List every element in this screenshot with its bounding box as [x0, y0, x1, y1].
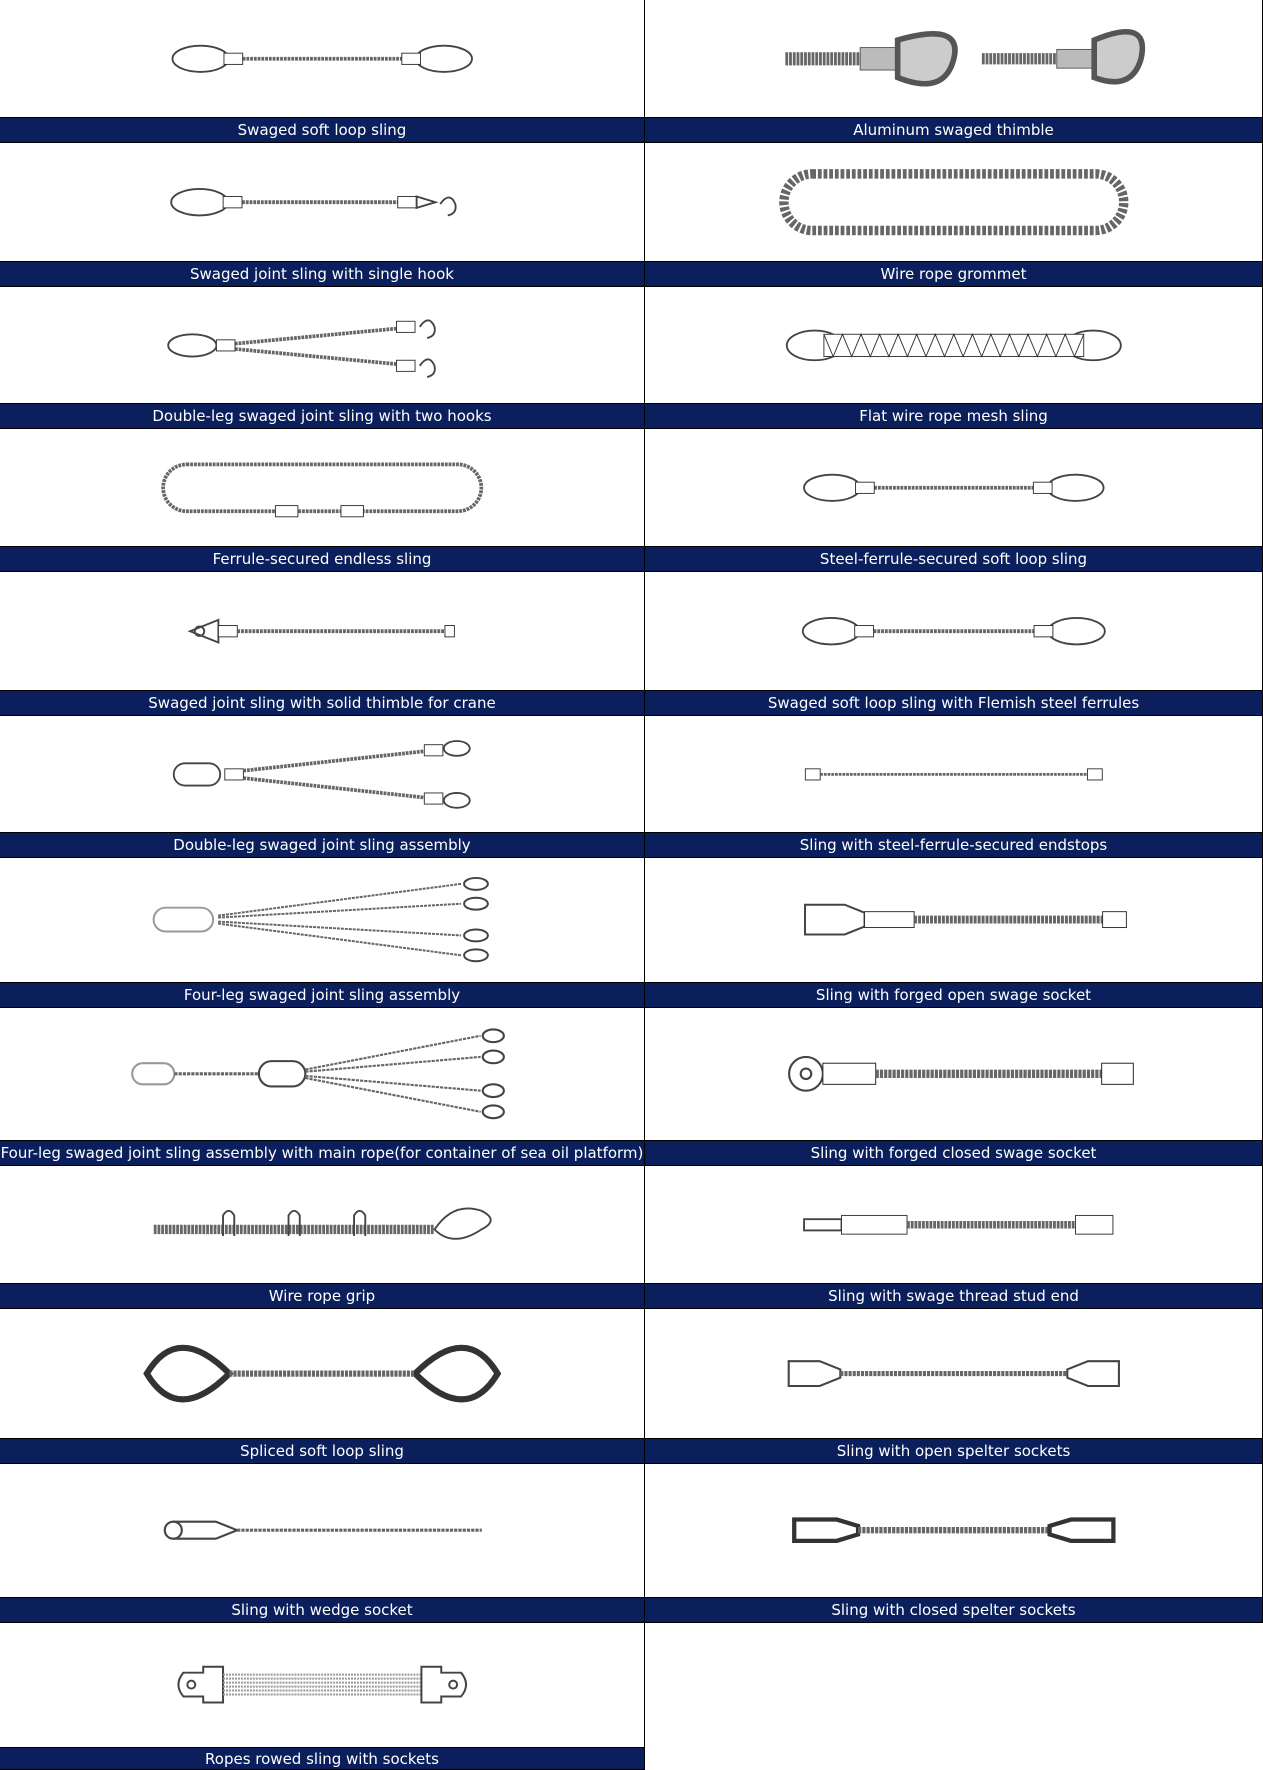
product-card: [645, 1464, 1263, 1623]
double-hook-sling-icon: [0, 287, 644, 403]
product-label: Wire rope grip: [0, 1283, 644, 1309]
product-card: [0, 1309, 645, 1464]
product-card: [645, 572, 1263, 716]
product-label: Aluminum swaged thimble: [645, 117, 1262, 143]
product-card: [0, 572, 645, 716]
open-spelter-sling-icon: [645, 1309, 1262, 1438]
hook-sling-icon: [0, 143, 644, 261]
product-label: Wire rope grommet: [645, 261, 1262, 287]
solid-thimble-sling-icon: [0, 572, 644, 690]
product-label: Four-leg swaged joint sling assembly: [0, 982, 644, 1008]
product-label: Double-leg swaged joint sling with two hooks: [0, 403, 644, 429]
product-card: [645, 429, 1263, 572]
product-label: Swaged joint sling with single hook: [0, 261, 644, 287]
product-card: [645, 143, 1263, 287]
two-loop-sling-icon: [645, 572, 1262, 690]
product-label: Swaged joint sling with solid thimble for crane: [0, 690, 644, 716]
wedge-socket-sling-icon: [0, 1464, 644, 1597]
thimble-icon: [645, 0, 1262, 117]
two-loop-sling-icon: [0, 0, 644, 117]
open-socket-sling-icon: [645, 858, 1262, 982]
grommet-icon: [645, 143, 1262, 261]
product-label: Double-leg swaged joint sling assembly: [0, 832, 644, 858]
product-card: [645, 858, 1263, 1008]
rowed-sling-icon: [0, 1623, 644, 1747]
product-label: Flat wire rope mesh sling: [645, 403, 1262, 429]
product-card: [645, 287, 1263, 429]
four-leg-assembly-icon: [0, 858, 644, 982]
closed-spelter-sling-icon: [645, 1464, 1262, 1597]
product-label: Swaged soft loop sling with Flemish steel ferrules: [645, 690, 1262, 716]
product-label: Sling with closed spelter sockets: [645, 1597, 1262, 1623]
product-card: [0, 143, 645, 287]
product-label: Ropes rowed sling with sockets: [0, 1747, 644, 1770]
product-card: [0, 0, 645, 143]
product-label: Sling with forged closed swage socket: [645, 1140, 1262, 1166]
product-card: [645, 1008, 1263, 1166]
product-card: [645, 716, 1263, 858]
closed-socket-sling-icon: [645, 1008, 1262, 1140]
stud-end-sling-icon: [645, 1166, 1262, 1283]
rope-grip-icon: [0, 1166, 644, 1283]
product-label: Ferrule-secured endless sling: [0, 546, 644, 572]
product-card: [645, 0, 1263, 143]
product-label: Sling with steel-ferrule-secured endstops: [645, 832, 1262, 858]
double-leg-assembly-icon: [0, 716, 644, 832]
product-card: [0, 1166, 645, 1309]
product-card: [645, 1166, 1263, 1309]
product-label: Swaged soft loop sling: [0, 117, 644, 143]
endless-sling-icon: [0, 429, 644, 546]
product-card: [0, 1464, 645, 1623]
product-label: Sling with wedge socket: [0, 1597, 644, 1623]
product-label: Sling with forged open swage socket: [645, 982, 1262, 1008]
product-card: [0, 1623, 645, 1770]
four-leg-main-rope-icon: [0, 1008, 644, 1140]
product-label: Spliced soft loop sling: [0, 1438, 644, 1464]
mesh-sling-icon: [645, 287, 1262, 403]
product-label: Four-leg swaged joint sling assembly with main rope(for container of sea oil platform): [0, 1140, 644, 1166]
two-loop-sling-icon: [645, 429, 1262, 546]
product-label: Sling with swage thread stud end: [645, 1283, 1262, 1309]
product-card: [0, 1008, 645, 1166]
product-label: Sling with open spelter sockets: [645, 1438, 1262, 1464]
product-card: [645, 1309, 1263, 1464]
spliced-loop-sling-icon: [0, 1309, 644, 1438]
product-card: [0, 287, 645, 429]
product-label: Steel-ferrule-secured soft loop sling: [645, 546, 1262, 572]
product-card: [0, 429, 645, 572]
endstop-sling-icon: [645, 716, 1262, 832]
product-card: [0, 716, 645, 858]
product-card: [0, 858, 645, 1008]
